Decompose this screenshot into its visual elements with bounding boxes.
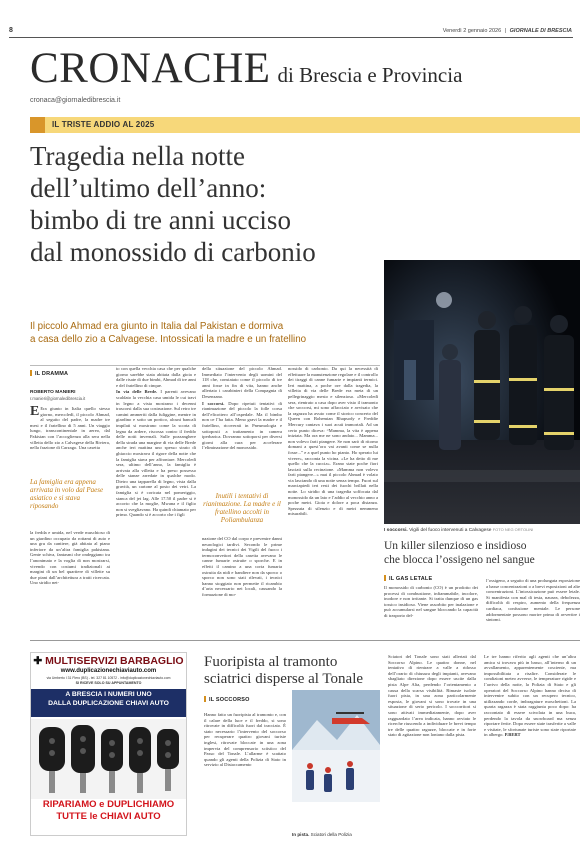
ski-col-2: Sciatori del Tonale sono stati allertati dal Soccorso Alpino. Le quattro donne, nel tentativo di rientrare a valle a ridosso dell’orario di chiusura degli impianti, avevano sbagliato direzione dopo essere uscite dalla pista Alpe Alta, perdendo l’orientamento a causa della scarsa visibilità. Rimaste isolate fuori pista, in una zona particolarmente esposta, le giovani si sono trovate in una situazione di serio pericolo. I soccorritori si sono attivati immediatamente, dopo aver ragguardato l’area indicata, hanno avviato le ricerche riuscendo a individuare le brevi tempo tre delle quattro ragazze, bloccate e in forte stato di agitazione non lontano dalla pista. [388, 654, 476, 738]
ski-col-3 [484, 654, 576, 834]
main-photo [384, 260, 580, 524]
photo-caption-bold: I soccorsi. [384, 528, 408, 533]
side-headline [384, 540, 580, 567]
author-email[interactable]: r.manieri@giornaledibrescia.it [30, 396, 86, 401]
ad-url[interactable]: www.duplicazionechiaviauto.com [60, 668, 157, 674]
ski-signature: P.BERT [504, 732, 521, 738]
headline-line: bimbo di tre anni ucciso [30, 205, 291, 235]
col3-subhead: I soccorsi. [202, 400, 225, 406]
col2-subhead: In via delle Brede. [116, 389, 158, 395]
topic-bar-accent [30, 117, 45, 133]
ski-rubric [204, 696, 250, 703]
ad-bottom-line: TUTTE le CHIAVI AUTO [56, 811, 161, 822]
page-number: 8 [9, 27, 13, 34]
subhead-line: Il piccolo Ahmad era giunto in Italia dal Pakistan e dormiva [30, 321, 284, 332]
section-email[interactable]: cronaca@giornaledibrescia.it [30, 97, 121, 104]
col2-body: I parenti avevano scaldato la vecchia casa umida le cui travi in legno a vista mostrano i decenni trascorsi dalla sua costruzione. Sul retro tre camini ammeriti dalla fuliggine, mentre in giardino e sotto un portico, alcuni bancali impilati si mostrano come la scorta di legna da ardere, riscossa contro il freddo delle notti invernali. Sulle pozzanghere della strada una margine di via delle Brede anche ieri mattina uno spesso strato di ghiaccio mostrava il rigore della notte che la famiglia stava per affrontare. Mercoledì sera, ultimo dell’anno, la famiglia è arrivata alla villetta e ha preso possesso delle stanze arredate in qualche modo. Dietro una tapparella di legno, vista dalla gravità, un cartone al posto dei vetri. La famiglia si è coricata nel pomeriggio, stanca del jet lag. Alle 17.50 il padre si è accorto che la moglie, Mwana e il figlio non si svegliavano. Ha quindi chiamato per primo. Quando si è accorto che i figli [116, 389, 196, 518]
section-title-sub: di Brescia e Provincia [277, 63, 463, 87]
ad-bottom-line: RIPARIAMO e DUPLICHIAMO [42, 799, 175, 810]
headline-line: dal monossido di carbonio [30, 237, 316, 267]
ski-headline-line: Fuoripista al tramonto [204, 654, 338, 670]
ski-col-1: Hanno fatto un fuoripista al tramonto e, con il calare della luce e il freddo, si sono ritrovate in difficoltà fuori dal tracciato. È stato necessario l’intervento del soccorso per recuperare quattro giovani turiste inglesi, ritrovate bloccate in una zona impervia del comprensorio sciistico del Passo del Tonale. L’allarme è scattato quando gli agenti della Polizia di Stato in servizio al Distaccamento [204, 712, 286, 768]
ad-bottom-text [31, 799, 186, 823]
ski-headline-line: sciatrici disperse al Tonale [204, 671, 364, 687]
main-photo-caption [384, 527, 580, 533]
side-col-1: Il monossido di carbonio (CO) è un prodotto dei processi di combustione, infiammabile, incolore, inodore e non irritante. Si tratta dunque di un gas tossico insidioso. Viene assorbito per inalazione e può accumularsi nel sangue bloccando la capacità di trasporto del- [384, 585, 478, 618]
issue-date-text: Venerdì 2 gennaio 2026 [442, 28, 502, 34]
ad-brand: ✚ MULTISERVIZI BARBAGLIO [33, 655, 184, 667]
ski-photo [292, 690, 380, 830]
header-rule [9, 37, 573, 38]
main-subhead [30, 320, 380, 346]
drop-cap: E [30, 406, 40, 419]
issue-date: Venerdì 2 gennaio 2026 | GIORNALE DI BRESCIA [442, 28, 572, 34]
main-pull-quote-2: Inutili i tentativi di rianimazione. La madre e il fratellino accolti in Poliambulanza [203, 492, 281, 524]
rescue-scene-illustration [384, 260, 580, 524]
side-headline-line: che blocca l’ossigeno nel sangue [384, 553, 535, 566]
side-rubric-label: IL GAS LETALE [389, 576, 433, 582]
main-col-3b: nazione del CO dal corpo e prevenire danni neurologici tardivi. Secondo le prime indagini dei tecnici dei Vigili del fuoco i termoconvettori della casetta avevano le canne fumarie ostruite o sporche. E in effetti il camino a una corta fumaria ostruita da nidi e bandiere non da sporco o sporco non sono stati rilevati, i tecnici hanno stoggiato non permette il ricambio d’aria necessario nei locali, causando la formazione di mo- [202, 536, 282, 597]
headline-line: dell’ultimo dell’anno: [30, 173, 267, 203]
ski-col3-text: Le tre hanno riferito agli agenti che un’altra amica si trovava più in basso, all’interno di un avvallamento, apparentemente cosciente, ma impossibilitata a risalire. Considerate le condizioni meteo avverse, le temperature rigide e l’arrivo della notte, la Polizia di Stato e gli operatori del Soccorso Alpino hanno deciso di intervenire subito con un recupero tecnico, utilizzando corde, imbragature moschettoni. La quarta ragazza è stata raggiunta poco dopo: ha raccontato di essere scivolata in una buca, perdendo la tavola da snowboard ma senza riportare ferite. Dopo essere state trasferite a valle e visitate, le sfortunate turiste sono state riportate in albergo. [484, 654, 576, 738]
author-name: ROBERTO MANIERI [30, 390, 76, 395]
main-col-3 [202, 366, 282, 488]
paper-name: GIORNALE DI BRESCIA [509, 28, 572, 34]
main-headline [30, 140, 430, 268]
ski-caption-bold: In pista. [292, 832, 310, 837]
car-keys-image [31, 719, 186, 799]
rubric-bar [384, 575, 386, 581]
ad-slogan [31, 691, 186, 708]
side-col-2: l’ossigeno, a seguito di una prolungata esposizione a basse concentrazioni o a brevi esposizioni ad alte concentrazioni. L’intossicazione può essere letale. Si manifesta con mal di testa, nausea, debolezza, difficoltà di respiro, aumento della frequenza cardiaca, confusione mentale. Le persone addormentate possono morire prima di avvertire i sintomi. [486, 578, 580, 623]
topic-bar-label: IL TRISTE ADDIO AL 2025 [52, 120, 155, 129]
col2-intro: to con quella vecchia casa che per qualche giorno sarebbe stata abitata dalla gioia e dalle risate di due bimbi, Ahmad di tre anni e del fratellino di cinque. [116, 366, 196, 388]
main-pull-quote: La famiglia era appena arrivata in volo dal Paese asiatico e si stava riposando [30, 478, 104, 510]
ad-slogan-line: A BRESCIA I NUMERI UNO [65, 691, 152, 698]
subhead-line: a casa dello zio a Calvagese. Intossicati la madre e un fratellino [30, 334, 307, 345]
col1-top-text: Era giunto in Italia quello stesso giorno, mercoledì, il piccolo Ahmad, al seguito del padre, la madre tre mesi e il fratellino di 5 anni. Un viaggio lungo, transcontinentale in aereo, dal Pakistan con l’accoglienza alla sera nella villetta dello zio a Calvagese della Riviera, nella frazione di Carzago. Una casetta [30, 406, 110, 451]
headline-line: Tragedia nella notte [30, 141, 245, 171]
photo-credit: FOTO NEG ORTOLINI [492, 527, 534, 532]
ad-address: via Umberto I 31 Flero (BS) - tel. 327 81 10572 - info@duplicazionechiaviauto.com [46, 676, 171, 680]
main-col-1b: la fredda e umida, nel verde muschioso di un giardino occupato da rottami di auto e una gru da cantiere, già abitata al piano inferiore da un’altra famiglia pakistana. Gente schiva, fantasmi che ondeggiano tra l’anonimato e la voglia di non mostrarsi, vivendo con costumi tradizionali ai margini di un bel quartiere di villette su due piani dall’architettura a tratti ricercata. Uno stridio net- [30, 530, 110, 586]
ski-photo-caption [292, 832, 382, 837]
lower-rule [30, 640, 580, 641]
side-rubric [384, 575, 432, 582]
main-col-1 [30, 406, 110, 476]
ski-rubric-label: IL SOCCORSO [209, 697, 250, 703]
section-title-main: CRONACHE [30, 45, 271, 92]
main-rubric [30, 370, 68, 377]
ad-box[interactable] [30, 652, 187, 836]
ad-slogan-line: DALLA DUPLICAZIONE CHIAVI AUTO [48, 699, 169, 707]
main-col-2 [116, 366, 196, 630]
rubric-label: IL DRAMMA [35, 371, 69, 377]
ad-brand-text: MULTISERVIZI BARBAGLIO [45, 655, 184, 667]
ski-caption-text: Sciatori della Polizia [310, 832, 352, 837]
col3-body: Dopo ripetuti tentativi di rianimazione del piccolo la folle corsa dell’elicottero all’ospedale. Ma il bimbo non ce l’ha fatta. Meno gravi la madre e il fratellino, ricoverati in Pneumologia e sottoposti a trattamento in camera iperbarica. Dovranno sottoporsi per diversi giorni alla cura per accelerare l’eliminazione del monossido. [202, 400, 282, 451]
ski-rescue-illustration [292, 690, 380, 830]
main-col-4: nossido di carbonio. Da qui la necessità di effettuare la manutenzione regolare e il controllo dei tiraggi di canne fumarie e impianti termici. Ieri mattina, a poche ore dalla tragedia, la villetta di via delle Brede era meta di un pellegrinaggio mesto e silenzioso. «Mercoledì sera, rientrato a casa dopo aver visto il tramonto che soccorsi, mi sono affacciato e avvisato che la ragazza ha avuto come il storico concerto del Queen con Bohemian Rhapsody e Freddie Mercury cantava i suoi acuti immortali. Ad un certo punto diceva: “Mamma, la vita è appena iniziata. Ma ora me ne sono andato... Mamma... non volevo farti piangere. Se non sarò di ritorno domani a quest’ora vai avanti come se nulla fosse...” e a quel punto ho pianto. Ho sperato lui vivere», racconta la vicina. «Le ha detto di me quello che la cuccia». Erano state poche fiori lasciati sulla recinzione. «Mamma non volevo farti piangere...» mai il piccolo Ahmad è volato via lasciando di una notte senza tempo. Fuori sul marciapiedi ieri resti dei fuochi brillati nella notte. Lo stridio di una tragedia soffocata dal monossido da un lato e l’addio al vecchio anno a poche metri. Gioia e dolore a poca distanza. Spezzata di silenzio e di metri nemmeno misurabili. [288, 366, 378, 517]
section-title [30, 44, 462, 93]
col3-intro: della situazione del piccolo Ahmad. Immediato l’intervento degli uomini del 118 che, constatato come il piccolo di tre anni fosse in fin di vita, hanno anche allertato i carabinieri della Compagnia di Desenzano. [202, 366, 282, 399]
rubric-bar [204, 696, 206, 702]
rubric-bar [30, 370, 32, 376]
side-headline-line: Un killer silenzioso e insidioso [384, 540, 527, 552]
photo-caption-text: Vigili del fuoco intervenuti a Calvagese [409, 528, 492, 533]
ad-appointment: SI RICEVE SOLO SU APPUNTAMENTO [75, 681, 142, 685]
